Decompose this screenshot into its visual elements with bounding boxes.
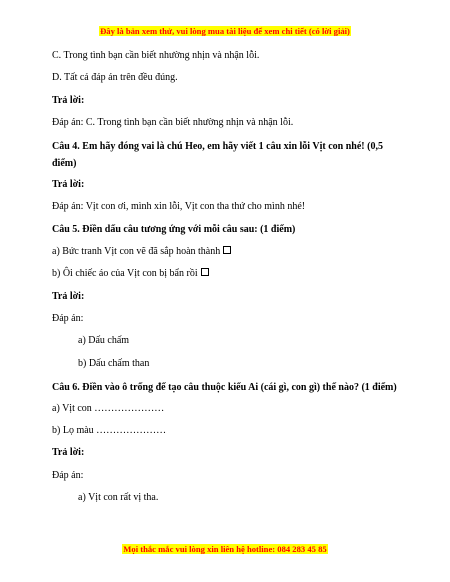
answer-item: a) Vịt con rất vị tha. (78, 492, 159, 504)
answer-text: Đáp án: C. Trong tình bạn cần biết nhường nhịn và nhận lỗi. (52, 116, 294, 128)
item-text: b) Ôi chiếc áo của Vịt con bị bẩn rồi (52, 268, 198, 280)
answer-intro: Đáp án: (52, 312, 84, 324)
question-6-item-b: b) Lọ màu ………………… (52, 425, 167, 437)
option-c: C. Trong tình bạn cần biết nhường nhịn và nhận lỗi. (52, 50, 260, 61)
item-text: a) Bức tranh Vịt con vẽ đã sắp hoàn thành (52, 246, 221, 258)
question-5-item-a (52, 245, 402, 258)
answer-item: b) Dấu chấm than (78, 357, 150, 369)
option-d: D. Tất cả đáp án trên đều đúng. (52, 72, 178, 84)
answer-label: Trả lời: (52, 179, 85, 191)
answer-intro: Đáp án: (52, 469, 84, 481)
preview-banner (0, 26, 450, 37)
document-body (52, 49, 402, 513)
checkbox-icon (223, 246, 231, 254)
hotline-banner (0, 544, 450, 555)
answer-label: Trả lời: (52, 290, 85, 302)
checkbox-icon (201, 268, 209, 276)
hotline-banner-text: Mọi thắc mắc vui lòng xin liên hệ hotline: 084 283 45 85 (123, 544, 327, 554)
answer-text: Đáp án: Vịt con ơi, mình xin lỗi, Vịt con tha thứ cho mình nhé! (52, 201, 306, 213)
question-6-item-a: a) Vịt con ………………… (52, 402, 165, 414)
answer-item: a) Dấu chấm (78, 335, 130, 347)
answer-label: Trả lời: (52, 447, 85, 459)
question-5: Câu 5. Điền dấu câu tương ứng với mỗi câu sau: (1 điểm) (52, 223, 296, 235)
answer-label: Trả lời: (52, 94, 85, 106)
question-6: Câu 6. Điền vào ô trống để tạo câu thuộc kiểu Ai (cái gì, con gì) thế nào? (1 điểm) (52, 381, 397, 393)
question-5-item-b (52, 267, 402, 280)
question-4: Câu 4. Em hãy đóng vai là chú Heo, em hãy viết 1 câu xin lỗi Vịt con nhé! (0,5 điểm) (52, 141, 383, 170)
preview-banner-text: Đây là bản xem thử, vui lòng mua tài liệu để xem chi tiết (có lời giải) (100, 26, 350, 36)
